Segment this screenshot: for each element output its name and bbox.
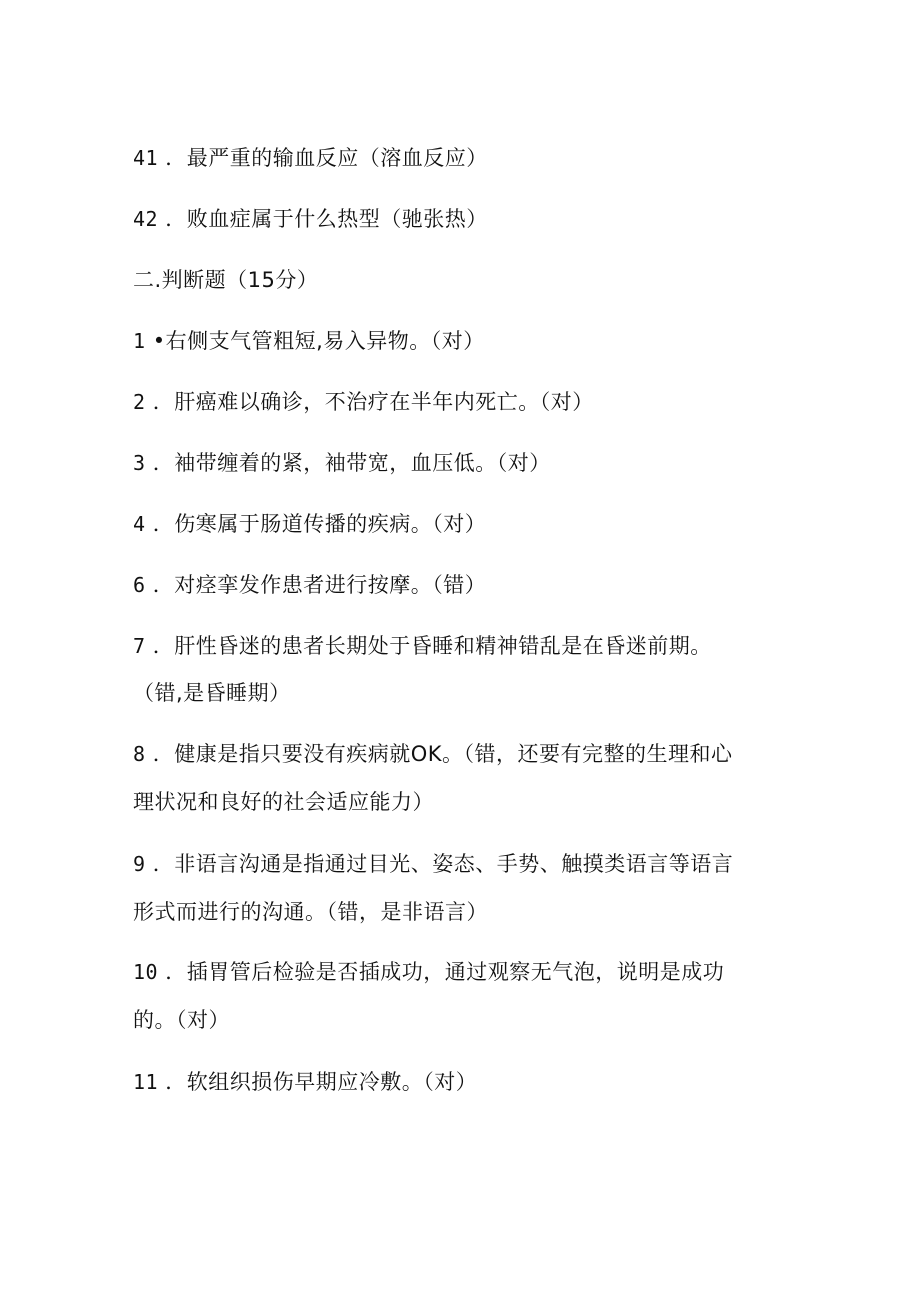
item-42 <box>133 206 813 232</box>
item-11 <box>133 1069 813 1095</box>
item-8 <box>133 741 813 767</box>
item-text: ．肝性昏迷的患者长期处于昏睡和精神错乱是在昏迷前期。 <box>152 634 712 658</box>
item-text: •右侧支气管粗短,易入异物。（对） <box>152 329 485 353</box>
item-4 <box>133 511 813 537</box>
item-3 <box>133 450 813 476</box>
item-text: 理状况和良好的社会适应能力） <box>133 790 434 814</box>
item-text: ．肝癌难以确诊，不治疗在半年内死亡。（对） <box>152 390 594 414</box>
item-8-continued <box>133 789 813 815</box>
item-text: ．健康是指只要没有疾病就OK。（错，还要有完整的生理和心 <box>152 742 733 766</box>
item-text: ．软组织损伤早期应冷敷。（对） <box>165 1070 478 1094</box>
item-text: 形式而进行的沟通。（错，是非语言） <box>133 900 488 924</box>
item-2 <box>133 389 813 415</box>
item-6 <box>133 572 813 598</box>
item-10-continued <box>133 1007 813 1033</box>
item-7 <box>133 633 813 659</box>
item-text: ．败血症属于什么热型（驰张热） <box>165 207 488 231</box>
item-number: 1 <box>133 329 146 353</box>
item-text: ．伤寒属于肠道传播的疾病。（对） <box>152 512 487 536</box>
item-7-continued <box>133 680 813 706</box>
item-number: 8 <box>133 742 146 766</box>
item-number: 10 <box>133 960 159 984</box>
item-41 <box>133 145 813 171</box>
item-number: 4 <box>133 512 146 536</box>
item-text: ．非语言沟通是指通过目光、姿态、手势、触摸类语言等语言 <box>152 852 734 876</box>
item-9 <box>133 851 813 877</box>
item-text: ．最严重的输血反应（溶血反应） <box>165 146 488 170</box>
section-heading-text: 二.判断题（15分） <box>133 268 319 292</box>
item-1 <box>133 328 813 354</box>
item-text: ．插胃管后检验是否插成功，通过观察无气泡，说明是成功 <box>165 960 725 984</box>
item-number: 9 <box>133 852 146 876</box>
item-number: 11 <box>133 1070 159 1094</box>
item-number: 42 <box>133 207 159 231</box>
item-text: ．对痉挛发作患者进行按摩。（错） <box>152 573 487 597</box>
item-10 <box>133 959 813 985</box>
item-number: 7 <box>133 634 146 658</box>
item-text: ．袖带缠着的紧，袖带宽，血压低。（对） <box>152 451 551 475</box>
item-text: 的。（对） <box>133 1008 230 1032</box>
item-number: 2 <box>133 390 146 414</box>
item-9-continued <box>133 899 813 925</box>
item-text: （错,是昏睡期） <box>133 681 291 705</box>
item-number: 41 <box>133 146 159 170</box>
section-heading <box>133 267 813 293</box>
item-number: 6 <box>133 573 146 597</box>
item-number: 3 <box>133 451 146 475</box>
